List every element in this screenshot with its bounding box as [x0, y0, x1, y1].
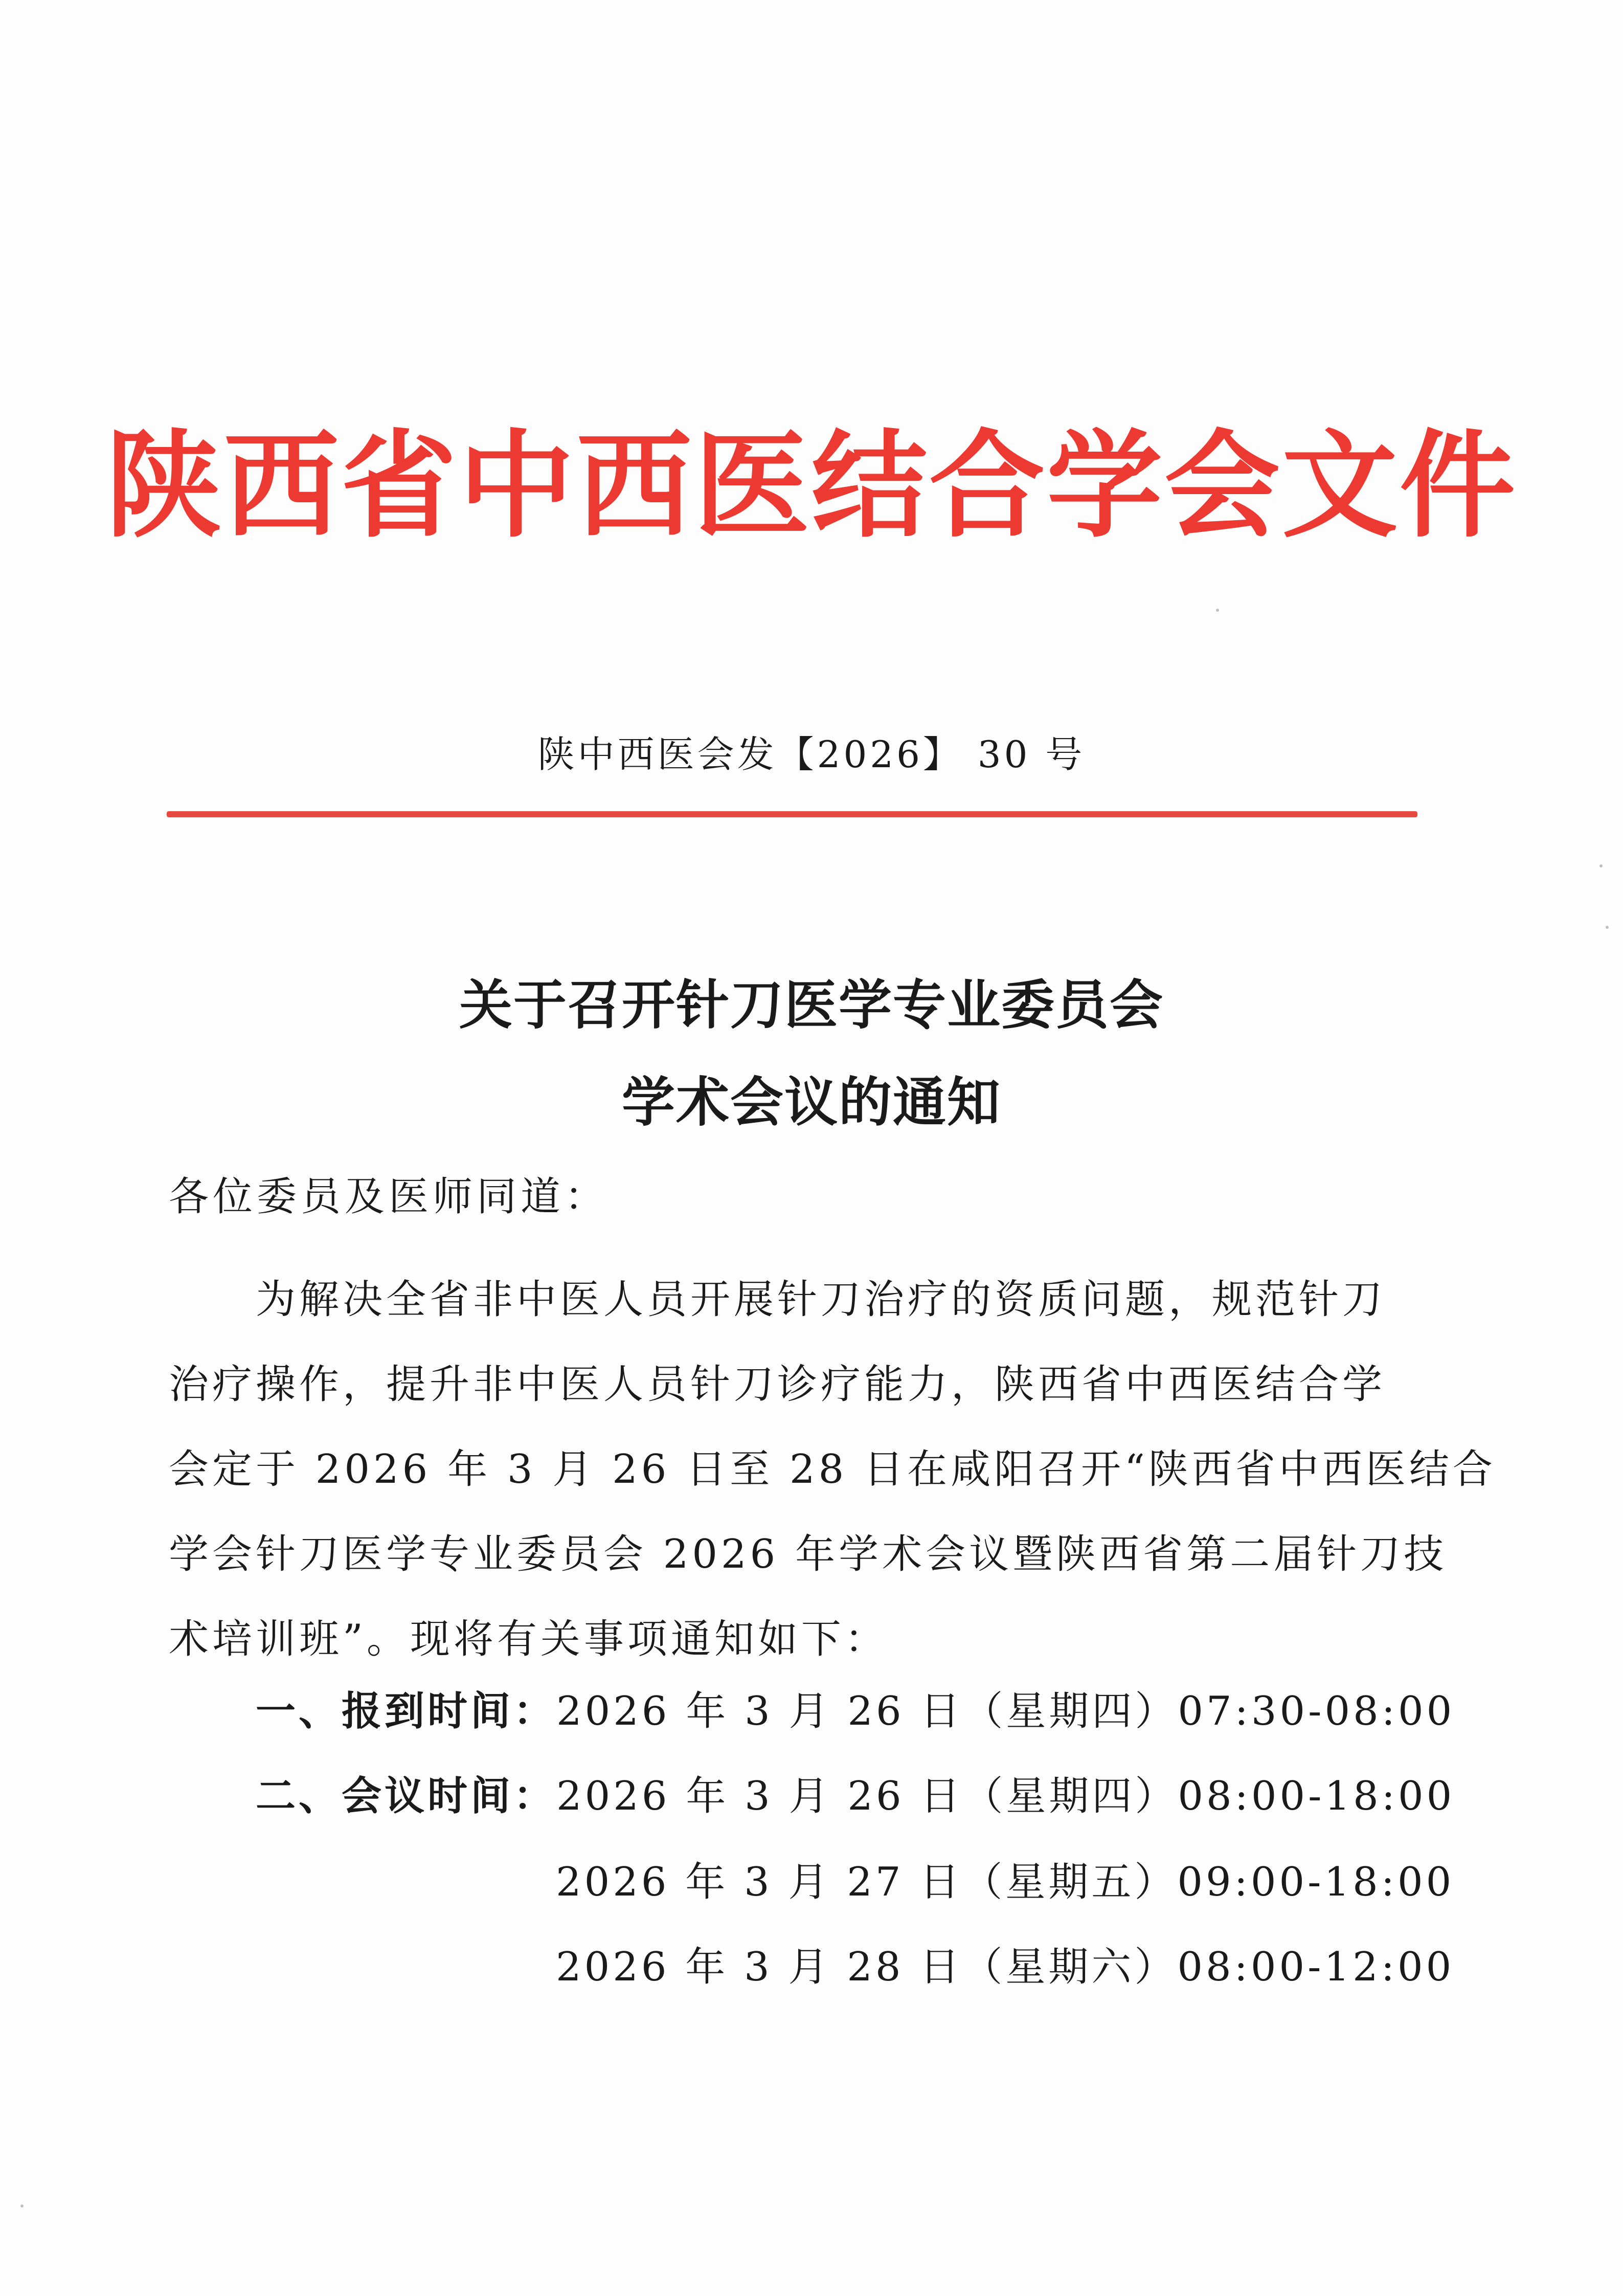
meeting-time-value: 2026 年 3 月 26 日（星期四）08:00-18:00: [556, 1773, 1455, 1819]
red-divider: [167, 811, 1417, 817]
scan-speck: [1606, 926, 1609, 929]
checkin-time-item: [256, 1686, 1455, 1737]
meeting-time-day-2: 2026 年 3 月 27 日（星期五）09:00-18:00: [556, 1859, 1455, 1905]
meeting-time-item: [256, 1771, 1455, 1822]
scan-speck: [20, 2204, 24, 2208]
body-line: 术培训班”。现将有关事项通知如下：: [169, 1616, 888, 1662]
meeting-time-day-3: 2026 年 3 月 28 日（星期六）08:00-12:00: [556, 1944, 1455, 1990]
notice-title: [0, 956, 1623, 1151]
checkin-time-label: 一、报到时间：: [256, 1688, 557, 1734]
masthead-title: 陕西省中西医结合学会文件: [105, 418, 1517, 553]
document-number: 陕中西医会发【2026】 30 号: [537, 733, 1086, 776]
body-line: 为解决全省非中医人员开展针刀治疗的资质问题，规范针刀: [256, 1277, 1386, 1323]
body-line: 治疗操作，提升非中医人员针刀诊疗能力，陕西省中西医结合学: [169, 1362, 1386, 1408]
notice-title-line-1: 关于召开针刀医学专业委员会: [459, 973, 1164, 1036]
scan-speck: [1216, 609, 1219, 612]
notice-title-line-2: 学术会议的通知: [621, 1071, 1001, 1133]
body-paragraph: [169, 1257, 1496, 1682]
salutation: 各位委员及医师同道：: [169, 1174, 609, 1220]
meeting-time-label: 二、会议时间：: [256, 1773, 557, 1819]
scan-speck: [1599, 864, 1603, 867]
checkin-time-value: 2026 年 3 月 26 日（星期四）07:30-08:00: [556, 1688, 1455, 1734]
body-line: 学会针刀医学专业委员会 2026 年学术会议暨陕西省第二届针刀技: [169, 1531, 1448, 1577]
body-line: 会定于 2026 年 3 月 26 日至 28 日在咸阳召开“陕西省中西医结合: [169, 1446, 1496, 1492]
